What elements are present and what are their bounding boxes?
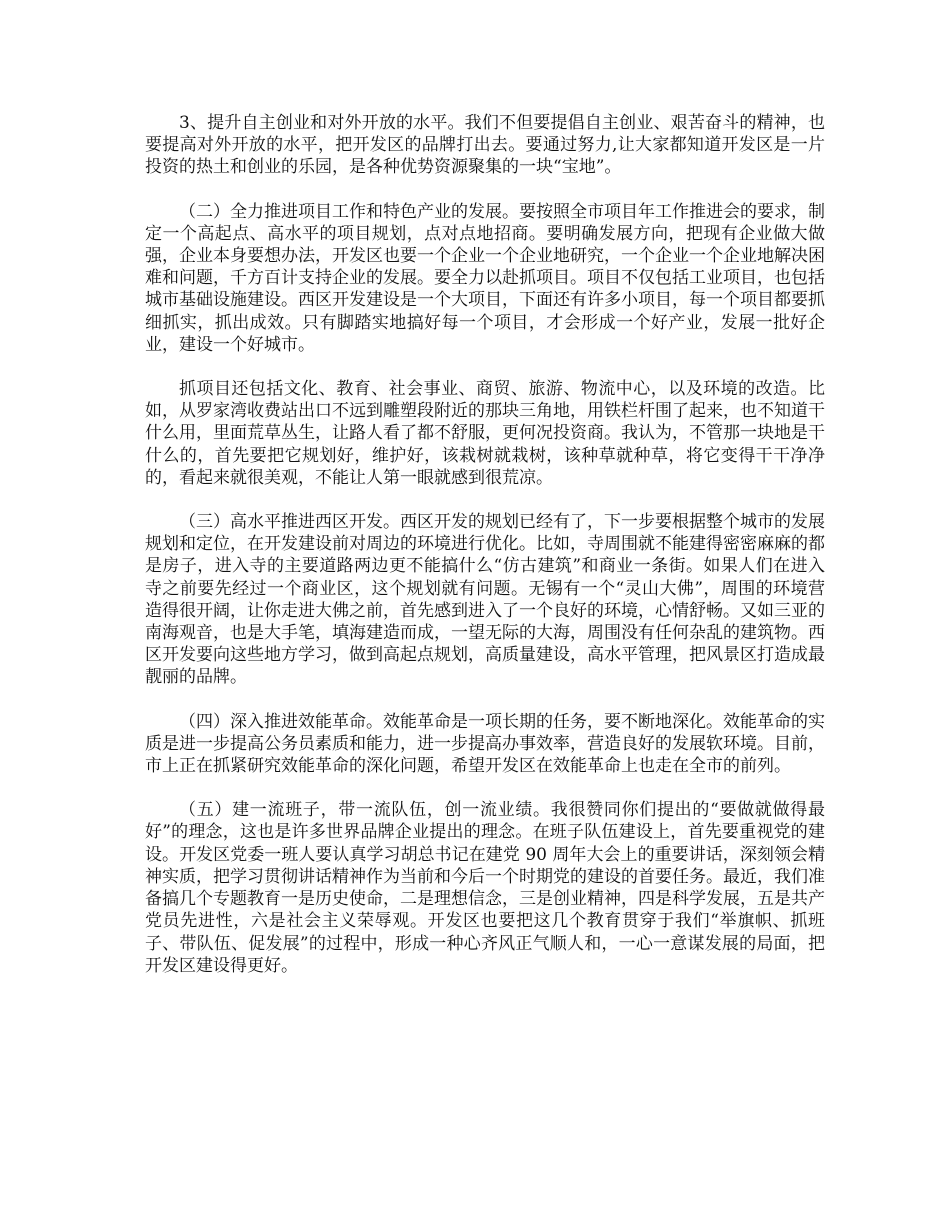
document-body [145,112,825,977]
paragraph-entrepreneurship-openness: 3、提升自主创业和对外开放的水平。我们不但要提倡自主创业、艰苦奋斗的精神，也要提高对外开放的水平，把开发区的品牌打出去。要通过努力,让大家都知道开发区是一片投资的热土和创业的乐园，是各种优势资源聚集的一块“宝地”。 [145,113,825,178]
paragraph-projects-environment: 抓项目还包括文化、教育、社会事业、商贸、旅游、物流中心，以及环境的改造。比如，从罗家湾收费站出口不远到雕塑段附近的那块三角地，用铁栏杆围了起来，也不知道干什么用，里面荒草丛生，让路人看了都不舒服，更何况投资商。我认为，不管那一块地是干什么的，首先要把它规划好，维护好，该栽树就栽树，该种草就种草，将它变得干干净净的，看起来就很美观，不能让人第一眼就感到很荒凉。 [145,379,825,488]
paragraph-team-building: （五）建一流班子，带一流队伍，创一流业绩。我很赞同你们提出的“要做就做得最好”的理念，这也是许多世界品牌企业提出的理念。在班子队伍建设上，首先要重视党的建设。开发区党委一班人要认真学习胡总书记在建党 90 周年大会上的重要讲话，深刻领会精神实质，把学习贯彻讲话精神作为当前和今后一个时期党的建设的首要任务。最近，我们准备搞几个专题教育一是历史使命，二是理想信念，三是创业精神，四是科学发展，五是共产党员先进性，六是社会主义荣辱观。开发区也要把这几个教育贯穿于我们“举旗帜、抓班子、带队伍、促发展”的过程中，形成一种心齐风正气顺人和，一心一意谋发展的局面，把开发区建设得更好。 [145,800,825,976]
paragraph-projects-industry: （二）全力推进项目工作和特色产业的发展。要按照全市项目年工作推进会的要求，制定一个高起点、高水平的项目规划，点对点地招商。要明确发展方向，把现有企业做大做强，企业本身要想办法，开发区也要一个企业一个企业地研究，一个企业一个企业地解决困难和问题，千方百计支持企业的发展。要全力以赴抓项目。项目不仅包括工业项目，也包括城市基础设施建设。西区开发建设是一个大项目，下面还有许多小项目，每一个项目都要抓细抓实，抓出成效。只有脚踏实地搞好每一个项目，才会形成一个好产业，发展一批好企业，建设一个好城市。 [145,201,825,355]
paragraph-efficiency-revolution: （四）深入推进效能革命。效能革命是一项长期的任务，要不断地深化。效能革命的实质是进一步提高公务员素质和能力，进一步提高办事效率，营造良好的发展软环境。目前，市上正在抓紧研究效能革命的深化问题，希望开发区在效能革命上也走在全市的前列。 [145,711,825,777]
paragraph-west-district-development: （三）高水平推进西区开发。西区开发的规划已经有了，下一步要根据整个城市的发展规划和定位，在开发建设前对周边的环境进行优化。比如，寺周围就不能建得密密麻麻的都是房子，进入寺的主要道路两边更不能搞什么“仿古建筑”和商业一条街。如果人们在进入寺之前要先经过一个商业区，这个规划就有问题。无锡有一个“灵山大佛”，周围的环境营造得很开阔，让你走进大佛之前，首先感到进入了一个良好的环境，心情舒畅。又如三亚的南海观音，也是大手笔，填海建造而成，一望无际的大海，周围没有任何杂乱的建筑物。西区开发要向这些地方学习，做到高起点规划，高质量建设，高水平管理，把风景区打造成最靓丽的品牌。 [145,512,825,688]
